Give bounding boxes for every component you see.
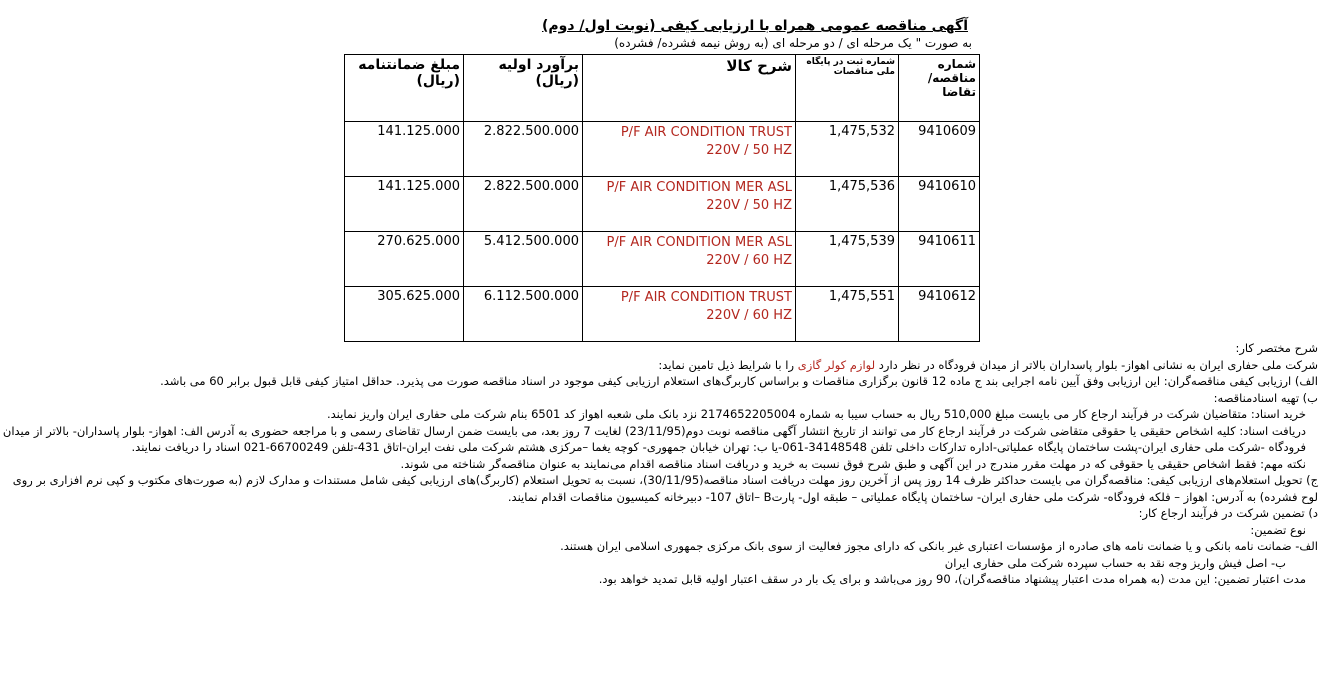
cell-description: P/F AIR CONDITION TRUST 220V / 60 HZ: [583, 287, 796, 342]
receive-documents: دریافت اسناد: کلیه اشخاص حقیقی یا حقوقی متقاضی شرکت در فرآیند ارجاع کار می توانند از تاریخ انتشار آگهی مناقصه نوبت دوم(23/11/95) لغایت 7 روز بعد، می بایست ضمن ارسال تقاضای رسمی و با مراجعه حضوری به آدرس الف: اهواز- بلوار پاسداران- بالاتر از میدان فرودگاه -شرکت ملی حفاری ایران-پشت ساختمان پایگاه عملیاتی-اداره تدارکات داخلی تلفن 34148548-061-یا ب: تهران خیابان جمهوری- کوچه یغما –مرکزی هشتم شرکت ملی نفت ایران-اتاق 431-تلفن 66700249-021 اسناد را دریافت نمایند.: [2, 423, 1306, 454]
col-guarantee: مبلغ ضمانتنامه (ریال): [345, 55, 464, 122]
tender-table: [344, 54, 980, 342]
cell-tender-number: 9410610: [899, 177, 980, 232]
guarantee-validity: مدت اعتبار تضمین: این مدت (به همراه مدت اعتبار پیشنهاد مناقصه‌گران)، 90 روز می‌باشد و برای یک بار در سقف اعتبار اولیه قابل تمدید خواهد بود.: [598, 572, 1306, 586]
cell-description: P/F AIR CONDITION TRUST 220V / 50 HZ: [583, 122, 796, 177]
intro-text-end: را با شرایط ذیل تامین نماید:: [658, 357, 798, 372]
table-row: [345, 122, 980, 177]
col-registration-number: شماره ثبت در پایگاه ملی مناقصات: [796, 55, 899, 122]
notice-title: آگهی مناقصه عمومی همراه با ارزیابی کیفی (نوبت اول/ دوم): [541, 18, 968, 34]
cell-registration-number: 1,475,536: [796, 177, 899, 232]
col-tender-number: شماره مناقصه/ تقاضا: [899, 55, 980, 122]
notice-subtitle: به صورت " یک مرحله ای / دو مرحله ای (به روش نیمه فشرده/ فشرده): [614, 36, 972, 50]
cell-description: P/F AIR CONDITION MER ASL 220V / 60 HZ: [583, 232, 796, 287]
notice-body: [0, 340, 1318, 588]
cell-guarantee: 141.125.000: [345, 177, 464, 232]
section-be: ب) تهیه اسنادمناقصه:: [1213, 390, 1318, 405]
table-row: [345, 287, 980, 342]
table-row: [345, 177, 980, 232]
cell-tender-number: 9410609: [899, 122, 980, 177]
intro-text: شرکت ملی حفاری ایران به نشانی اهواز- بلوار پاسداران بالاتر از میدان فرودگاه در نظر دارد: [875, 357, 1318, 372]
guarantee-type: نوع تضمین:: [1250, 522, 1306, 537]
cell-tender-number: 9410612: [899, 287, 980, 342]
table-header-row: [345, 55, 980, 122]
intro-paragraph: [0, 357, 1318, 374]
cell-tender-number: 9410611: [899, 232, 980, 287]
important-note: نکته مهم: فقط اشخاص حقیقی یا حقوقی که در مهلت مقرر مندرج در این آگهی و طبق شرح فوق نسبت به خرید و دریافت اسناد مناقصه اقدام می‌نمایند به عنوان مناقصه‌گر شناخته می شوند.: [400, 456, 1306, 471]
summary-label: شرح مختصر کار:: [1235, 341, 1318, 355]
section-jim: ج) تحویل استعلام‌های ارزیابی کیفی: مناقصه‌گران می بایست حداکثر ظرف 14 روز پس از آخرین روز مهلت دریافت اسناد مناقصه(30/11/95)، نسبت به تحویل استعلام (کاربرگ)های ارزیابی کیفی شامل مستندات و مدارک لازم (به صورت‌های مکتوب و کپی نرم افزاری بر روی لوح فشرده) به آدرس: اهواز – فلکه فرودگاه- شرکت ملی حفاری ایران- ساختمان پایگاه عملیاتی – طبقه اول- پارتB –اتاق 107- دبیرخانه کمیسیون مناقصات اقدام نمایند.: [12, 473, 1318, 504]
item-highlight: لوازم کولر گازی: [797, 357, 876, 372]
cell-estimate: 5.412.500.000: [464, 232, 583, 287]
table-row: [345, 232, 980, 287]
cell-guarantee: 305.625.000: [345, 287, 464, 342]
col-description: شرح کالا: [583, 55, 796, 122]
cell-description: P/F AIR CONDITION MER ASL 220V / 50 HZ: [583, 177, 796, 232]
section-alef: الف) ارزیابی کیفی مناقصه‌گران: این ارزیابی وفق آیین نامه اجرایی بند ج ماده 12 قانون برگزاری مناقصات و براساس کاربرگ‌های استعلام ارزیابی کیفی موجود در اسناد مناقصه صورت می پذیرد. حداقل امتیاز کیفی قابل قبول برابر 60 می باشد.: [160, 374, 1318, 388]
cell-registration-number: 1,475,532: [796, 122, 899, 177]
buy-documents: خرید اسناد: متقاضیان شرکت در فرآیند ارجاع کار می بایست مبلغ 510,000 ریال به حساب سیبا به شماره 2174652205004 نزد بانک ملی شعبه اهواز کد 6501 بنام شرکت ملی حفاری ایران واریز نمایند.: [326, 407, 1306, 421]
cell-estimate: 2.822.500.000: [464, 122, 583, 177]
col-estimate: برآورد اولیه (ریال): [464, 55, 583, 122]
section-dal: د) تضمین شرکت در فرآیند ارجاع کار:: [1138, 506, 1318, 520]
cell-guarantee: 141.125.000: [345, 122, 464, 177]
cell-estimate: 6.112.500.000: [464, 287, 583, 342]
cell-estimate: 2.822.500.000: [464, 177, 583, 232]
cell-registration-number: 1,475,551: [796, 287, 899, 342]
cell-registration-number: 1,475,539: [796, 232, 899, 287]
guarantee-option-b: ب- اصل فیش واریز وجه نقد به حساب سپرده شرکت ملی حفاری ایران: [944, 555, 1286, 570]
guarantee-option-a: الف- ضمانت نامه بانکی و یا ضمانت نامه های صادره از مؤسسات اعتباری غیر بانکی که دارای مجوز فعالیت از سوی بانک مرکزی جمهوری اسلامی ایران هستند.: [560, 539, 1318, 553]
cell-guarantee: 270.625.000: [345, 232, 464, 287]
